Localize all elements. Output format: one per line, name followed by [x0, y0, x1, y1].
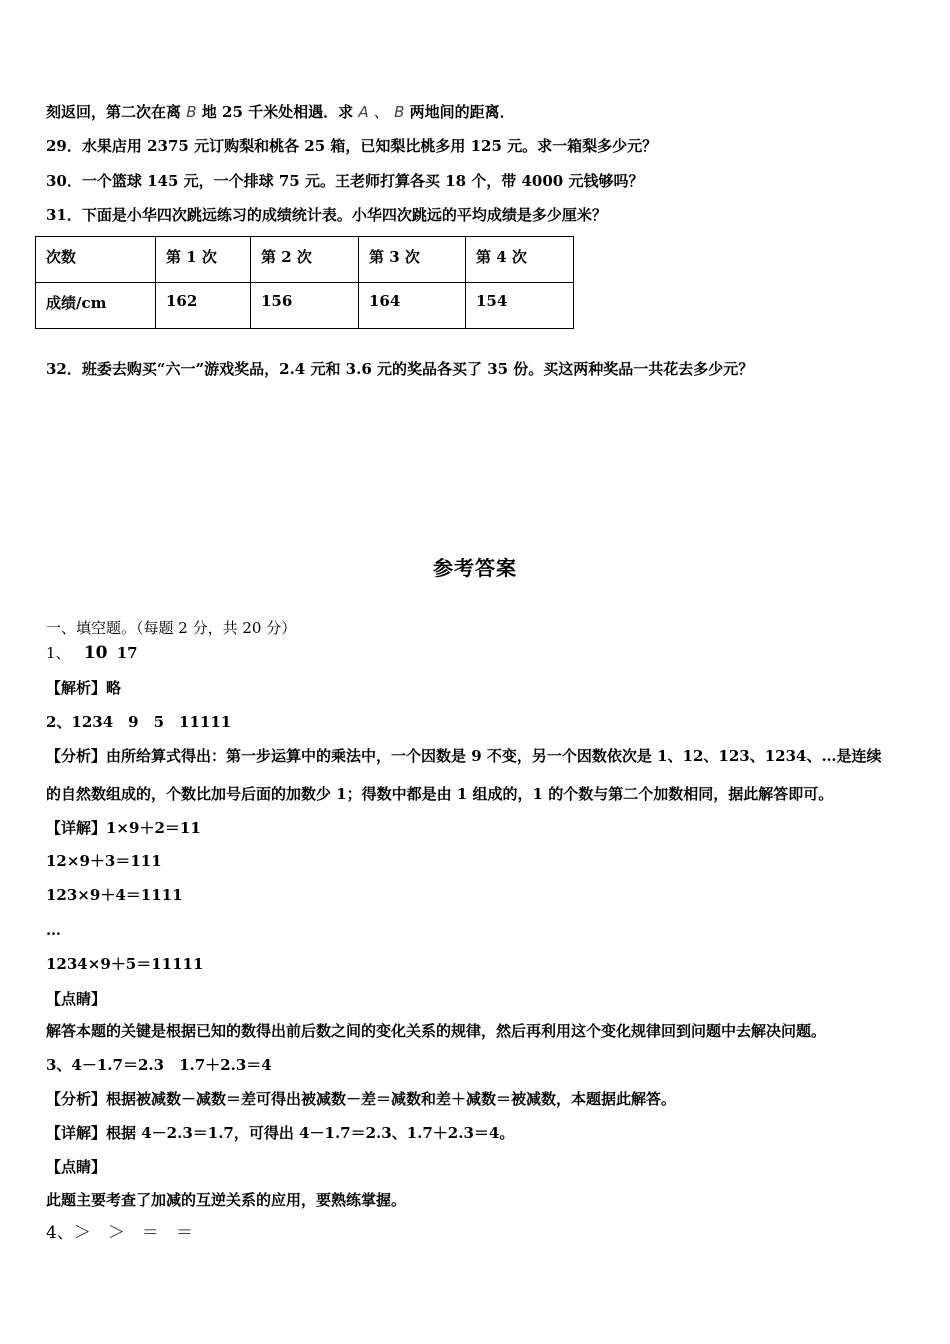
q28-sep: 、: [373, 103, 389, 121]
table-cell: 第 2 次: [251, 237, 359, 283]
q28-var-b2: B: [394, 103, 405, 121]
table-cell: 154: [466, 283, 574, 329]
table-row: [36, 283, 574, 329]
answer-2-tip-text: 解答本题的关键是根据已知的数得出前后数之间的变化关系的规律，然后再利用这个变化规律回到问题中去解决问题。: [46, 1022, 827, 1040]
table-header-row: [36, 237, 574, 283]
table-cell: 第 3 次: [359, 237, 466, 283]
answers-title: 参考答案: [433, 556, 517, 580]
answer-1-value-2: 17: [116, 644, 138, 662]
answer-2-analysis-line-1: 【分析】由所给算式得出：第一步运算中的乘法中，一个因数是 9 不变，另一个因数依次是 1、12、123、1234、…是连续: [46, 747, 882, 765]
question-30: 30．一个篮球 145 元，一个排球 75 元。王老师打算各买 18 个，带 4000 元钱够吗？: [46, 172, 644, 190]
q28-text-a: 刻返回，第二次在离: [46, 103, 182, 121]
answer-3-tip: 【点睛】: [46, 1158, 107, 1176]
answer-1-value-1: 10: [83, 643, 108, 663]
q28-text-b: 地 25 千米处相遇．求: [201, 103, 354, 121]
question-32: 32．班委去购买“六一”游戏奖品，2.4 元和 3.6 元的奖品各买了 35 份。买这两种奖品一共花去多少元？: [46, 360, 754, 378]
answer-3-tip-text: 此题主要考查了加减的互逆关系的应用，要熟练掌握。: [46, 1191, 407, 1209]
answer-3-analysis: 【分析】根据被减数－减数＝差可得出被减数－差＝减数和差＋减数＝被减数，本题据此解答。: [46, 1090, 677, 1108]
answer-2: 2、1234 9 5 11111: [46, 713, 232, 731]
answer-1: [46, 643, 138, 663]
q28-var-b: B: [186, 103, 197, 121]
question-31: 31．下面是小华四次跳远练习的成绩统计表。小华四次跳远的平均成绩是多少厘米？: [46, 206, 607, 224]
answer-3: 3、4－1.7＝2.3 1.7＋2.3＝4: [46, 1056, 272, 1074]
answer-1-analysis: 【解析】略: [46, 679, 122, 697]
q28-text-c: 两地间的距离．: [409, 103, 515, 121]
question-29: 29．水果店用 2375 元订购梨和桃各 25 箱，已知梨比桃多用 125 元。求一箱梨多少元？: [46, 137, 658, 155]
table-cell: 第 1 次: [156, 237, 251, 283]
question-28-tail: [46, 102, 515, 122]
answer-2-analysis-line-2: 的自然数组成的，个数比加号后面的加数少 1；得数中都是由 1 组成的，1 的个数与第二个加数相同，据此解答即可。: [46, 785, 834, 803]
answer-3-detail: 【详解】根据 4－2.3＝1.7，可得出 4－1.7＝2.3、1.7＋2.3＝4。: [46, 1124, 515, 1142]
table-cell: 成绩/cm: [36, 283, 156, 329]
answer-2-detail-5: 1234×9＋5＝11111: [46, 955, 204, 973]
score-table: [35, 236, 574, 329]
table-cell: 162: [156, 283, 251, 329]
answer-2-detail-3: 123×9＋4＝1111: [46, 886, 183, 904]
table-cell: 次数: [36, 237, 156, 283]
answer-2-detail-2: 12×9＋3＝111: [46, 852, 162, 870]
answer-1-prefix: 1、: [46, 644, 71, 662]
table-cell: 164: [359, 283, 466, 329]
answer-2-detail-4: …: [46, 921, 61, 939]
section-1-heading: 一、填空题。（每题 2 分，共 20 分）: [46, 619, 297, 637]
answer-4: 4、＞ ＞ ＝ ＝: [46, 1223, 193, 1243]
answer-2-detail-1: 【详解】1×9＋2＝11: [46, 819, 201, 837]
answer-2-tip: 【点睛】: [46, 990, 107, 1008]
table-cell: 156: [251, 283, 359, 329]
q28-var-a: A: [358, 103, 369, 121]
table-cell: 第 4 次: [466, 237, 574, 283]
